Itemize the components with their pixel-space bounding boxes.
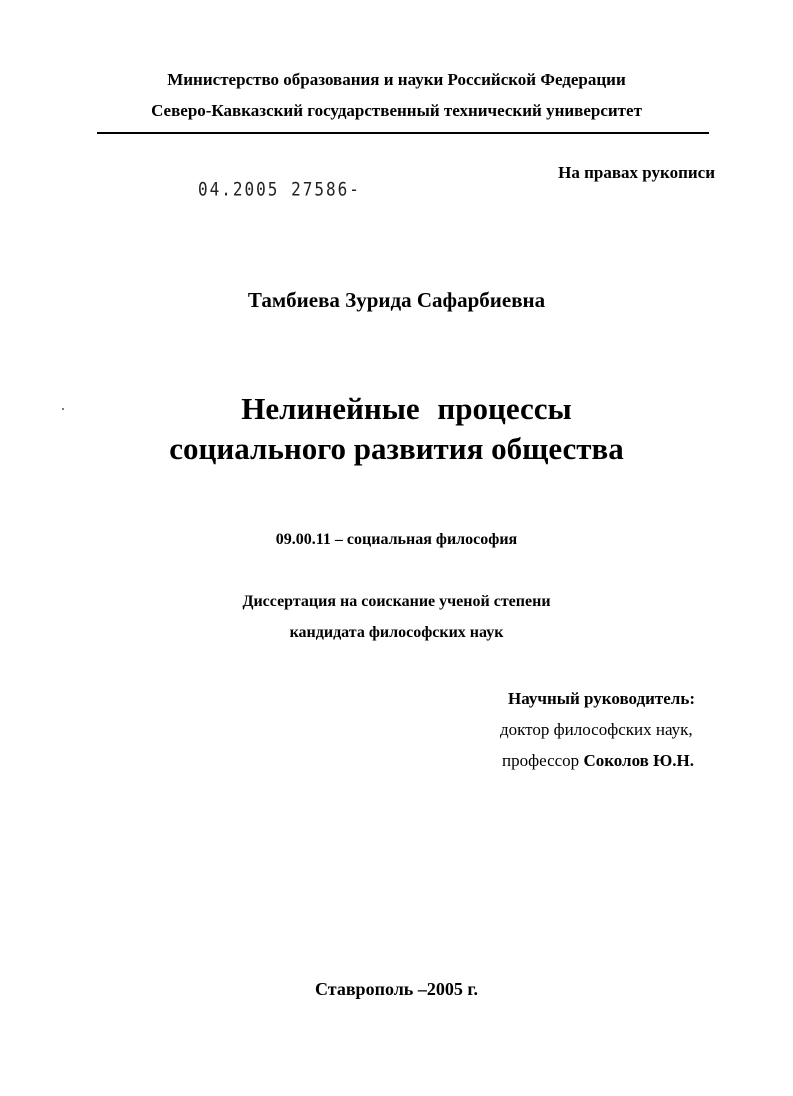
supervisor-degree: доктор философских наук,: [500, 720, 693, 739]
city-year: Ставрополь –2005 г.: [315, 979, 478, 999]
supervisor-heading: Научный руководитель:: [508, 689, 695, 708]
dissertation-line-1: Диссертация на соискание ученой степени: [242, 593, 551, 610]
supervisor-line: [502, 751, 722, 771]
supervisor-rank: профессор: [502, 751, 580, 770]
university-name: Северо-Кавказский государственный технический университет: [151, 101, 642, 120]
title-line-1: Нелинейные процессы: [241, 391, 572, 426]
manuscript-rights: На правах рукописи: [558, 163, 715, 182]
ministry-name: Министерство образования и науки Российской Федерации: [167, 70, 626, 89]
title-line-2: социального развития общества: [169, 431, 624, 466]
author-name: Тамбиева Зурида Сафарбиевна: [247, 288, 546, 312]
supervisor-name: Соколов Ю.Н.: [583, 751, 694, 770]
registration-stamp: 04.2005 27586-: [198, 178, 361, 200]
dissertation-line-2: кандидата философских наук: [289, 624, 504, 641]
specialty: 09.00.11 – социальная философия: [275, 531, 518, 548]
header-divider: [97, 132, 709, 134]
